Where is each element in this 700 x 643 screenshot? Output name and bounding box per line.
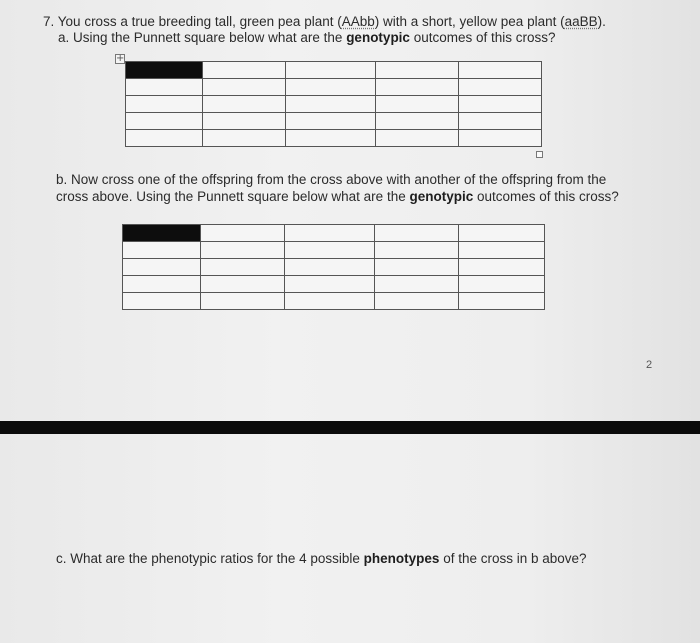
question-7-before: You cross a true breeding tall, green pea plant ( — [57, 14, 342, 29]
table-cell[interactable] — [459, 259, 545, 276]
table-cell[interactable] — [459, 79, 542, 96]
table-cell[interactable] — [285, 276, 375, 293]
table-row — [126, 62, 542, 79]
table-row — [126, 130, 542, 147]
question-b-line1: b. Now cross one of the offspring from the cross above with another of the offspring from the — [56, 172, 607, 187]
plus-square-icon[interactable]: + — [116, 53, 125, 64]
table-cell[interactable] — [123, 259, 201, 276]
table-resize-handle[interactable] — [536, 151, 543, 158]
question-7-middle: ) with a short, yellow pea plant ( — [374, 14, 565, 29]
table-row — [126, 113, 542, 130]
table-row — [123, 276, 545, 293]
table-cell[interactable] — [126, 96, 203, 113]
table-row — [123, 225, 545, 242]
question-c-bold: phenotypes — [363, 551, 440, 566]
question-c-after: of the cross in b above? — [439, 551, 587, 566]
page-divider — [0, 421, 700, 434]
question-b-after: outcomes of this cross? — [473, 189, 619, 204]
table-cell[interactable] — [201, 293, 285, 310]
table-cell[interactable] — [376, 96, 459, 113]
table-cell[interactable] — [376, 130, 459, 147]
table-cell[interactable] — [126, 79, 203, 96]
table-cell[interactable] — [123, 276, 201, 293]
question-a-before: a. Using the Punnett square below what are the — [58, 30, 347, 45]
question-7-after: ). — [597, 14, 606, 29]
table-row — [123, 293, 545, 310]
table-cell[interactable] — [286, 62, 376, 79]
table-cell[interactable] — [375, 276, 459, 293]
question-b-line2 — [56, 188, 619, 205]
table-cell[interactable] — [286, 130, 376, 147]
table-cell[interactable] — [375, 242, 459, 259]
table-cell[interactable] — [459, 62, 542, 79]
table-cell[interactable] — [201, 276, 285, 293]
table-cell[interactable] — [459, 96, 542, 113]
table-cell[interactable] — [375, 259, 459, 276]
table-cell[interactable] — [459, 130, 542, 147]
question-c-before: c. What are the phenotypic ratios for the 4 possible — [56, 551, 364, 566]
table-cell[interactable] — [286, 79, 376, 96]
table-cell[interactable] — [375, 225, 459, 242]
table-cell[interactable] — [201, 259, 285, 276]
table-cell[interactable] — [286, 113, 376, 130]
table-cell[interactable] — [375, 293, 459, 310]
table-cell[interactable] — [126, 130, 203, 147]
question-c-text — [56, 550, 587, 567]
punnett-square-b — [122, 224, 545, 310]
genotype-aabb-2: aaBB — [564, 14, 598, 29]
question-b-bold: genotypic — [409, 189, 474, 204]
table-cell[interactable] — [203, 113, 286, 130]
header-corner-cell[interactable] — [126, 62, 203, 79]
table-cell[interactable] — [376, 62, 459, 79]
question-number: 7. — [43, 14, 55, 29]
table-cell[interactable] — [126, 113, 203, 130]
table-cell[interactable] — [201, 242, 285, 259]
table-cell[interactable] — [376, 113, 459, 130]
table-cell[interactable] — [285, 293, 375, 310]
table-cell[interactable] — [286, 96, 376, 113]
table-cell[interactable] — [459, 225, 545, 242]
table-cell[interactable] — [459, 293, 545, 310]
table-cell[interactable] — [459, 113, 542, 130]
table-cell[interactable] — [285, 242, 375, 259]
table-cell[interactable] — [123, 242, 201, 259]
table-row — [126, 79, 542, 96]
table-cell[interactable] — [201, 225, 285, 242]
table-row — [123, 242, 545, 259]
table-cell[interactable] — [203, 96, 286, 113]
table-cell[interactable] — [203, 130, 286, 147]
table-row — [126, 96, 542, 113]
question-a-bold: genotypic — [346, 30, 410, 45]
table-cell[interactable] — [203, 79, 286, 96]
table-cell[interactable] — [459, 276, 545, 293]
question-7-text — [43, 13, 606, 30]
table-cell[interactable] — [376, 79, 459, 96]
question-a-text — [58, 29, 556, 46]
table-cell[interactable] — [459, 242, 545, 259]
header-corner-cell[interactable] — [123, 225, 201, 242]
punnett-square-a — [125, 61, 542, 147]
question-a-after: outcomes of this cross? — [409, 30, 556, 45]
table-cell[interactable] — [203, 62, 286, 79]
table-row — [123, 259, 545, 276]
table-cell[interactable] — [123, 293, 201, 310]
genotype-aabb: AAbb — [341, 14, 375, 29]
page-number: 2 — [646, 359, 653, 371]
table-cell[interactable] — [285, 259, 375, 276]
table-cell[interactable] — [285, 225, 375, 242]
question-b-before: cross above. Using the Punnett square below what are the — [56, 189, 410, 204]
